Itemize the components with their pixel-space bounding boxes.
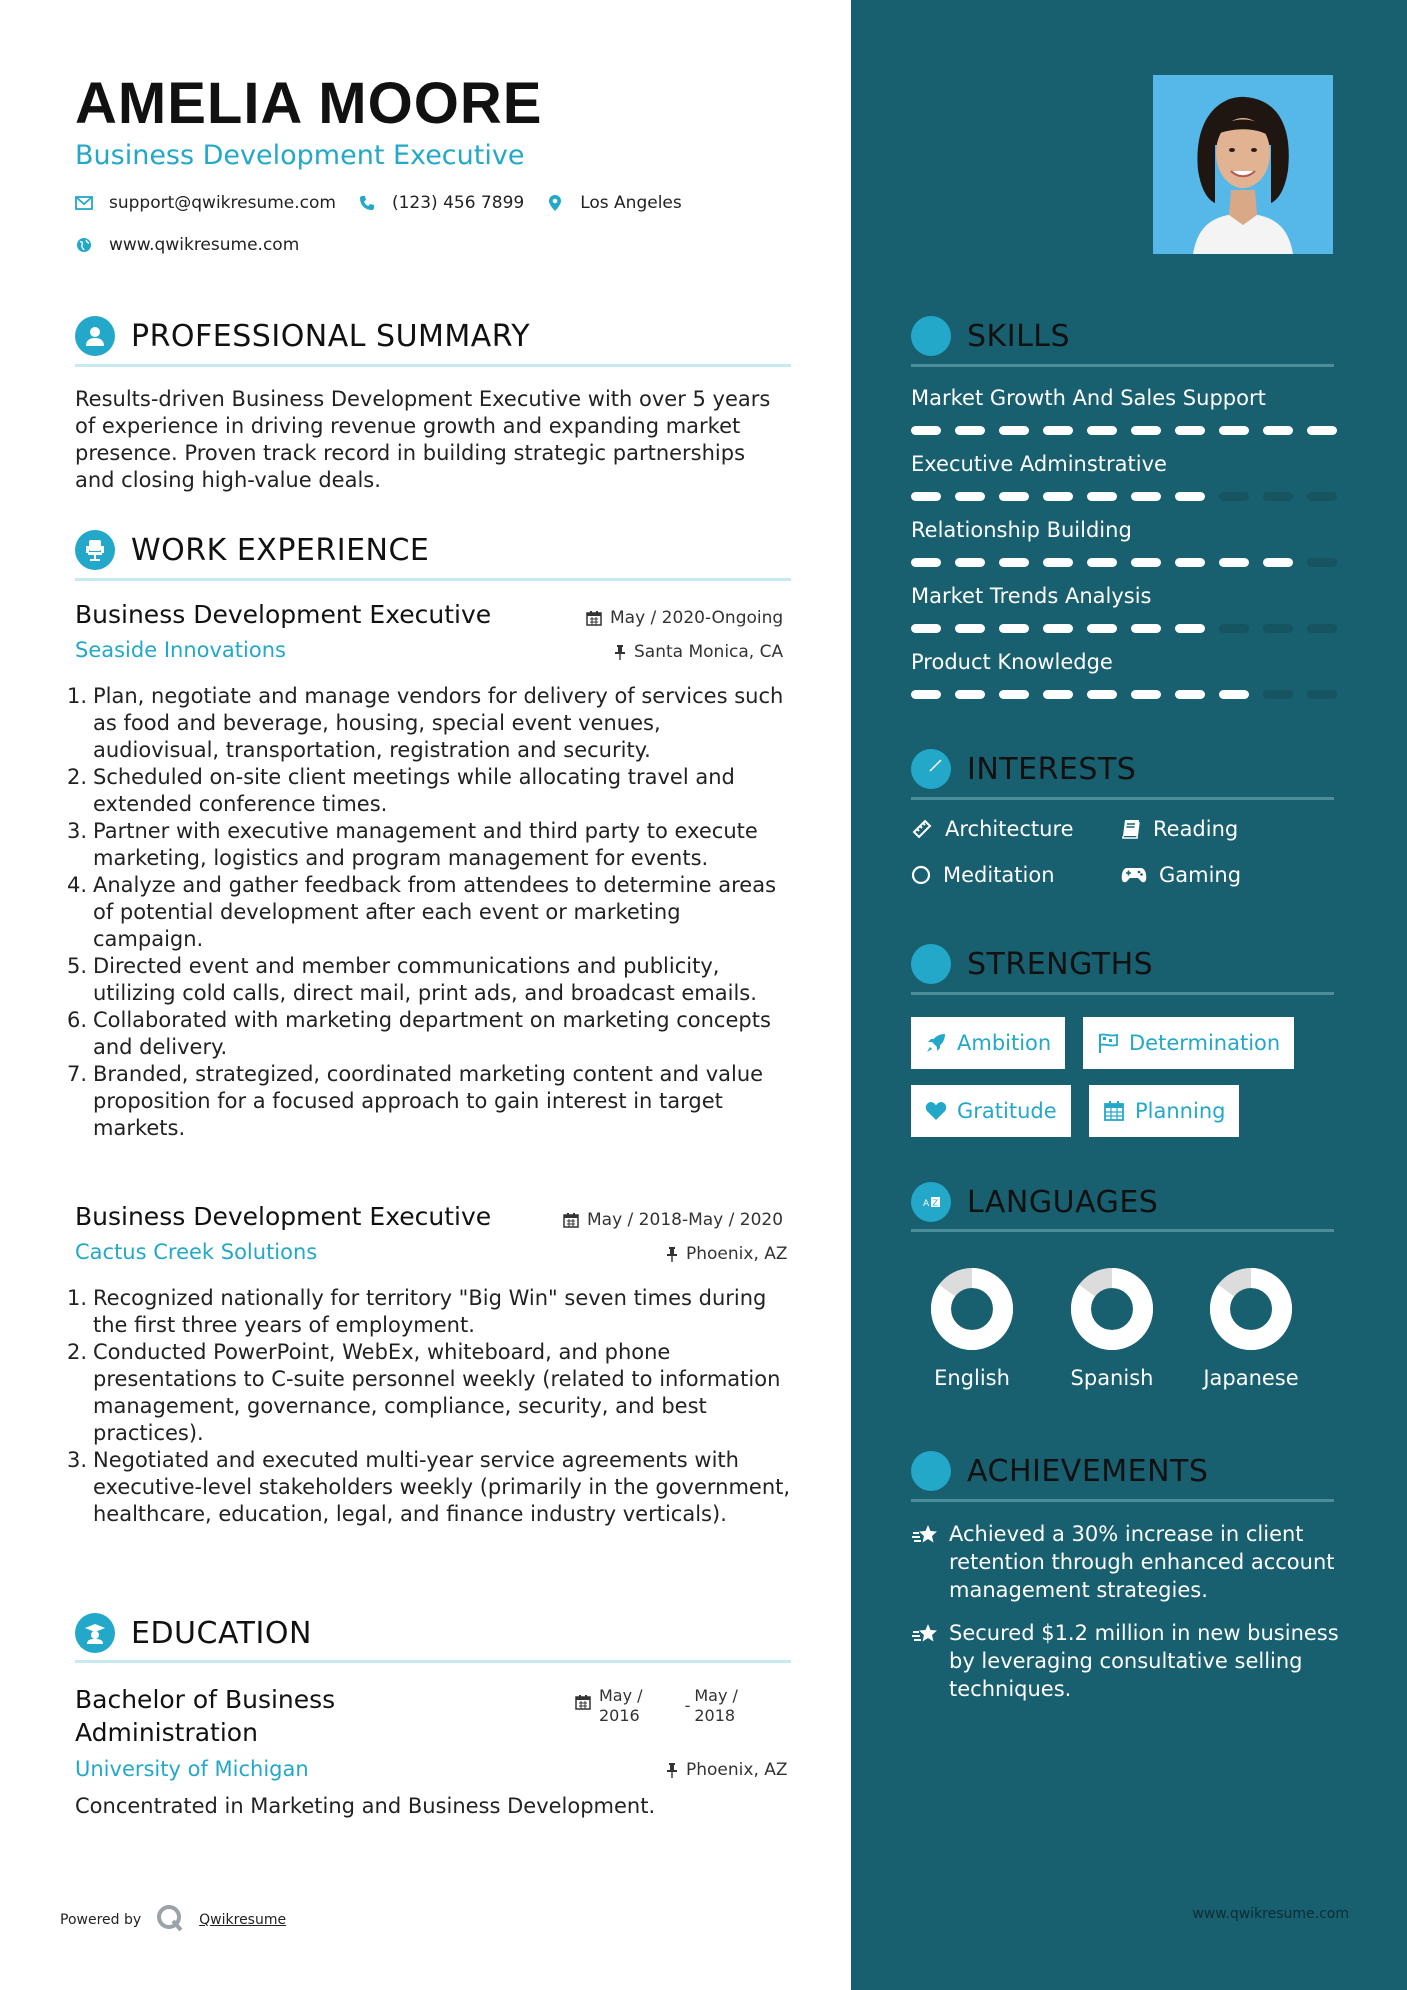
skill-level-segment bbox=[1263, 558, 1293, 567]
skill-level-segment bbox=[1219, 690, 1249, 699]
skill-level-segment bbox=[1263, 690, 1293, 699]
education-title: EDUCATION bbox=[131, 1615, 312, 1651]
degree-line-1: Bachelor of Business bbox=[75, 1685, 336, 1714]
flag-icon bbox=[1097, 1032, 1119, 1054]
job-location-text: Phoenix, AZ bbox=[686, 1244, 788, 1264]
interests-divider bbox=[911, 797, 1334, 800]
skill-level-segment bbox=[1043, 558, 1073, 567]
qwikresume-link[interactable]: Qwikresume bbox=[199, 1912, 287, 1928]
skill-level-bar bbox=[911, 690, 1351, 699]
strength-label: Ambition bbox=[957, 1031, 1052, 1055]
skill-name: Market Growth And Sales Support bbox=[911, 386, 1266, 410]
pin-icon bbox=[666, 1246, 678, 1262]
skill-level-segment bbox=[911, 426, 941, 435]
interests-heading bbox=[911, 749, 1136, 789]
strengths-title: STRENGTHS bbox=[967, 946, 1154, 982]
globe-icon bbox=[75, 236, 93, 254]
strengths-divider bbox=[911, 992, 1334, 995]
strength-chip-planning bbox=[1089, 1085, 1239, 1137]
interest-label: Gaming bbox=[1159, 863, 1242, 887]
skill-level-segment bbox=[1043, 624, 1073, 633]
languages-title: LANGUAGES bbox=[967, 1184, 1159, 1220]
strength-label: Gratitude bbox=[957, 1099, 1057, 1123]
strengths-heading bbox=[911, 944, 1153, 984]
email-link[interactable]: support@qwikresume.com bbox=[109, 193, 336, 213]
experience-heading bbox=[75, 530, 429, 570]
powered-by-label: Powered by bbox=[60, 1912, 142, 1928]
contact-row bbox=[75, 193, 704, 213]
skill-level-segment bbox=[1087, 690, 1117, 699]
job-duties bbox=[67, 1285, 791, 1528]
paper-plane-icon bbox=[911, 749, 951, 789]
skill-level-bar bbox=[911, 426, 1351, 435]
list-item: 1. Recognized nationally for territory "Big Win" seven times during the first three years of employment. bbox=[67, 1286, 767, 1337]
skill-level-segment bbox=[955, 624, 985, 633]
star-badge-icon bbox=[911, 1451, 951, 1491]
calendar-icon bbox=[586, 610, 602, 626]
job-location bbox=[666, 1244, 1347, 1264]
qwikresume-logo-icon bbox=[155, 1903, 185, 1937]
edu-date-separator: - bbox=[684, 1696, 691, 1715]
pin-icon bbox=[666, 1762, 678, 1778]
language-name: Japanese bbox=[1203, 1366, 1299, 1390]
education-divider bbox=[75, 1660, 791, 1663]
job-date-text: May / 2020-Ongoing bbox=[610, 608, 784, 628]
skill-level-segment bbox=[1087, 624, 1117, 633]
list-item: 2. Conducted PowerPoint, WebEx, whiteboard, and phone presentations to C-suite personnel weekly (related to information management, governance, compliance, security, and best practices). bbox=[67, 1340, 781, 1445]
chair-icon bbox=[75, 530, 115, 570]
experience-title: WORK EXPERIENCE bbox=[131, 532, 430, 568]
job-date-text: May / 2018-May / 2020 bbox=[587, 1210, 784, 1230]
language-proficiency-ring bbox=[1208, 1266, 1294, 1352]
rocket-icon bbox=[925, 1032, 947, 1054]
list-item: 1. Plan, negotiate and manage vendors for delivery of services such as food and beverage, housing, special event venues, audiovisual, transportation, registration and security. bbox=[67, 684, 784, 762]
education-heading bbox=[75, 1613, 312, 1653]
language-item bbox=[1201, 1266, 1301, 1390]
heart-icon bbox=[925, 1101, 947, 1121]
skill-name: Market Trends Analysis bbox=[911, 584, 1152, 608]
skill-level-segment bbox=[1131, 492, 1161, 501]
compass-icon bbox=[911, 818, 933, 840]
skill-level-segment bbox=[1131, 426, 1161, 435]
skill-level-segment bbox=[1131, 690, 1161, 699]
skills-title: SKILLS bbox=[967, 318, 1071, 354]
profile-photo bbox=[1153, 75, 1333, 254]
user-icon bbox=[75, 316, 115, 356]
footer-website[interactable]: www.qwikresume.com bbox=[1192, 1906, 1349, 1922]
skill-level-segment bbox=[1219, 426, 1249, 435]
achievement-text: Achieved a 30% increase in client retention through enhanced account management strategies. bbox=[949, 1522, 1335, 1602]
calendar-icon bbox=[563, 1212, 579, 1228]
achievement-item bbox=[911, 1520, 1341, 1604]
list-item: 6. Collaborated with marketing department on marketing concepts and delivery. bbox=[67, 1008, 771, 1059]
skill-level-segment bbox=[1175, 492, 1205, 501]
experience-divider bbox=[75, 578, 791, 581]
skill-level-segment bbox=[911, 558, 941, 567]
candidate-name: AMELIA MOORE bbox=[75, 71, 543, 136]
gamepad-icon bbox=[1121, 866, 1147, 884]
list-item: 4. Analyze and gather feedback from attendees to determine areas of potential development after each event or marketing campaign. bbox=[67, 873, 777, 951]
summary-title: PROFESSIONAL SUMMARY bbox=[131, 318, 531, 354]
fist-icon bbox=[911, 944, 951, 984]
interest-gaming bbox=[1121, 863, 1241, 887]
skill-level-segment bbox=[1087, 558, 1117, 567]
skill-level-segment bbox=[1175, 690, 1205, 699]
phone-number[interactable]: (123) 456 7899 bbox=[391, 193, 525, 213]
summary-divider bbox=[75, 364, 791, 367]
skill-level-segment bbox=[1219, 492, 1249, 501]
skill-name: Relationship Building bbox=[911, 518, 1132, 542]
skills-heading bbox=[911, 316, 1070, 356]
education-note: Concentrated in Marketing and Business Development. bbox=[75, 1794, 656, 1818]
skill-level-segment bbox=[1307, 426, 1337, 435]
edu-end-year: 2018 bbox=[694, 1706, 736, 1725]
company-name: Cactus Creek Solutions bbox=[75, 1240, 318, 1264]
skill-level-segment bbox=[1043, 690, 1073, 699]
skill-level-segment bbox=[911, 690, 941, 699]
strength-chip-determination bbox=[1083, 1017, 1294, 1069]
interest-meditation bbox=[911, 863, 1055, 887]
strength-chip-gratitude bbox=[911, 1085, 1071, 1137]
skill-level-segment bbox=[1263, 426, 1293, 435]
skill-level-segment bbox=[955, 558, 985, 567]
skill-level-bar bbox=[911, 624, 1351, 633]
svg-text:A: A bbox=[923, 1199, 930, 1209]
interest-reading bbox=[1121, 817, 1238, 841]
interest-label: Meditation bbox=[943, 863, 1055, 887]
website-row bbox=[75, 235, 321, 255]
language-item bbox=[922, 1266, 1022, 1390]
skill-level-segment bbox=[911, 492, 941, 501]
skill-name: Product Knowledge bbox=[911, 650, 1113, 674]
skill-level-segment bbox=[1307, 624, 1337, 633]
skill-level-segment bbox=[1219, 558, 1249, 567]
location-text: Los Angeles bbox=[580, 193, 682, 213]
edu-end-month: May / bbox=[694, 1686, 738, 1705]
skill-level-segment bbox=[1043, 492, 1073, 501]
education-location bbox=[666, 1760, 1347, 1780]
skill-level-segment bbox=[999, 558, 1029, 567]
list-item: 3. Negotiated and executed multi-year service agreements with executive-level stakeholders weekly (primarily in the government, healthcare, education, legal, and finance industry verticals). bbox=[67, 1448, 791, 1526]
lightbulb-icon bbox=[911, 316, 951, 356]
translate-icon bbox=[911, 1182, 951, 1222]
skill-level-segment bbox=[1219, 624, 1249, 633]
language-item bbox=[1062, 1266, 1162, 1390]
skill-level-segment bbox=[999, 690, 1029, 699]
achievement-text: Secured $1.2 million in new business by leveraging consultative selling techniques. bbox=[949, 1621, 1339, 1701]
languages-divider bbox=[911, 1229, 1334, 1232]
education-dates bbox=[575, 1686, 738, 1726]
skill-level-segment bbox=[1131, 558, 1161, 567]
job-duties bbox=[67, 683, 791, 1142]
list-item: 2. Scheduled on-site client meetings while allocating travel and extended conference times. bbox=[67, 765, 735, 816]
skill-level-bar bbox=[911, 492, 1351, 501]
skill-level-bar bbox=[911, 558, 1351, 567]
skill-name: Executive Adminstrative bbox=[911, 452, 1167, 476]
company-name: Seaside Innovations bbox=[75, 638, 286, 662]
skill-level-segment bbox=[1175, 426, 1205, 435]
skills-divider bbox=[911, 364, 1334, 367]
phone-icon bbox=[358, 194, 376, 212]
interest-label: Architecture bbox=[945, 817, 1074, 841]
skill-level-segment bbox=[1307, 558, 1337, 567]
interest-label: Reading bbox=[1153, 817, 1239, 841]
job-date bbox=[586, 608, 783, 628]
envelope-icon bbox=[75, 194, 93, 212]
job-title: Business Development Executive bbox=[75, 600, 492, 629]
pin-icon bbox=[614, 644, 626, 660]
powered-by bbox=[60, 1903, 286, 1937]
skill-level-segment bbox=[1175, 558, 1205, 567]
language-name: English bbox=[934, 1366, 1010, 1390]
skill-level-segment bbox=[1131, 624, 1161, 633]
achievement-item bbox=[911, 1619, 1341, 1703]
skill-level-segment bbox=[1087, 492, 1117, 501]
skill-level-segment bbox=[999, 624, 1029, 633]
edu-start-month: May / bbox=[599, 1686, 643, 1705]
list-item: 7. Branded, strategized, coordinated marketing content and value proposition for a focused approach to gain interest in target markets. bbox=[67, 1062, 764, 1140]
shooting-star-icon bbox=[911, 1522, 949, 1604]
list-item: 5. Directed event and member communications and publicity, utilizing cold calls, direct mail, print ads, and broadcast emails. bbox=[67, 954, 757, 1005]
graduate-icon bbox=[75, 1613, 115, 1653]
interests-title: INTERESTS bbox=[967, 751, 1137, 787]
circle-icon bbox=[911, 865, 931, 885]
skill-level-segment bbox=[955, 426, 985, 435]
calendar-icon bbox=[575, 1694, 591, 1710]
skill-level-segment bbox=[911, 624, 941, 633]
language-proficiency-ring bbox=[1069, 1266, 1155, 1352]
strength-label: Planning bbox=[1135, 1099, 1226, 1123]
skill-level-segment bbox=[999, 426, 1029, 435]
strength-label: Determination bbox=[1129, 1031, 1281, 1055]
skill-level-segment bbox=[1263, 624, 1293, 633]
skill-level-segment bbox=[955, 690, 985, 699]
achievements-title: ACHIEVEMENTS bbox=[967, 1453, 1209, 1489]
skill-level-segment bbox=[1087, 426, 1117, 435]
skill-level-segment bbox=[1263, 492, 1293, 501]
candidate-title: Business Development Executive bbox=[75, 140, 525, 171]
job-title: Business Development Executive bbox=[75, 1202, 492, 1231]
achievements-divider bbox=[911, 1499, 1334, 1502]
svg-text:Z: Z bbox=[932, 1198, 938, 1208]
list-item: 3. Partner with executive management and third party to execute marketing, logistics and program management for events. bbox=[67, 819, 758, 870]
school-name: University of Michigan bbox=[75, 1757, 309, 1781]
job-location-text: Santa Monica, CA bbox=[634, 642, 784, 662]
languages-heading bbox=[911, 1182, 1158, 1222]
skill-level-segment bbox=[955, 492, 985, 501]
achievements-heading bbox=[911, 1451, 1208, 1491]
calendar-icon bbox=[1103, 1100, 1125, 1122]
skill-level-segment bbox=[1175, 624, 1205, 633]
website-link[interactable]: www.qwikresume.com bbox=[109, 235, 300, 255]
map-pin-icon bbox=[546, 194, 564, 212]
book-icon bbox=[1121, 818, 1141, 840]
summary-text: Results-driven Business Development Executive with over 5 years of experience in driving revenue growth and expanding market presence. Proven track record in building strategic partnerships and closing high-value deals. bbox=[75, 387, 771, 492]
interest-architecture bbox=[911, 817, 1074, 841]
degree-line-2: Administration bbox=[75, 1718, 258, 1747]
skill-level-segment bbox=[999, 492, 1029, 501]
language-proficiency-ring bbox=[929, 1266, 1015, 1352]
summary-heading bbox=[75, 316, 530, 356]
edu-start-year: 2016 bbox=[599, 1706, 640, 1725]
skill-level-segment bbox=[1307, 690, 1337, 699]
skill-level-segment bbox=[1307, 492, 1337, 501]
shooting-star-icon bbox=[911, 1621, 949, 1703]
language-name: Spanish bbox=[1070, 1366, 1154, 1390]
education-location-text: Phoenix, AZ bbox=[686, 1760, 788, 1780]
strength-chip-ambition bbox=[911, 1017, 1065, 1069]
skill-level-segment bbox=[1043, 426, 1073, 435]
